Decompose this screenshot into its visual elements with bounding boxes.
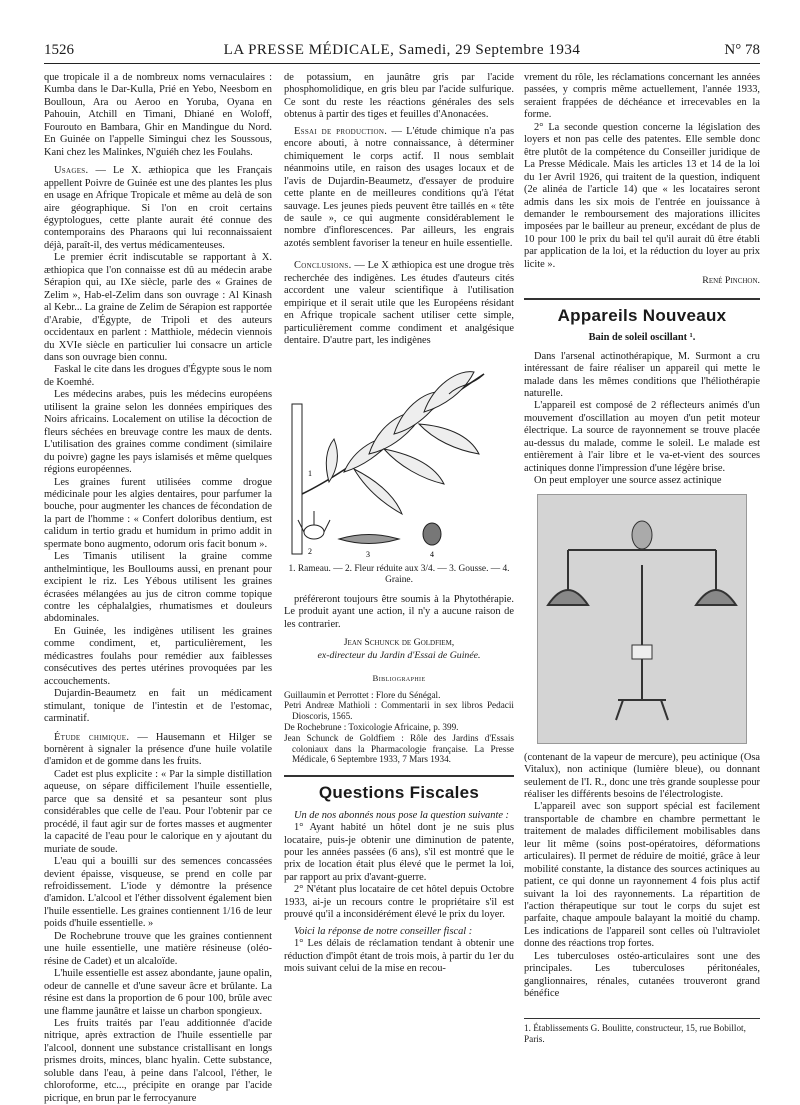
- paragraph: (contenant de la vapeur de mercure), peu actinique (Osa Vitalux), non actinique (lumière bleue), ou donnant seulement de l'I. R., donc une très grande souplesse pour réaliser les différents besoins de l'électrologiste.: [524, 751, 760, 800]
- issue-number: N° 78: [724, 42, 760, 58]
- paragraph: Dujardin-Beaumetz en fait un médicament stimulant, tonique de l'intestin et de l'estomac, carminatif.: [44, 688, 272, 725]
- column-right: [524, 72, 760, 1001]
- seed: [423, 523, 441, 545]
- section-title-fiscal: Questions Fiscales: [318, 783, 480, 803]
- column-middle: [284, 72, 514, 976]
- leaf: [419, 424, 479, 454]
- paragraph: vrement du rôle, les réclamations concernant les années passées, y compris même actuellement, l'année 1933, seraient frappées de déchéance et irrecevables en la forme.: [524, 72, 760, 121]
- fig-label-4: 4: [430, 549, 434, 559]
- question-2: 2° N'étant plus locataire de cet hôtel depuis Octobre 1933, ai-je un recours contre le propriétaire s'il est prouvé qu'il a inconsidérément élevé le prix du loyer.: [284, 884, 514, 921]
- bibliography-entry: Petri Andreæ Mathioli : Commentarii in sex libros Pedacii Dioscoris, 1565.: [284, 700, 514, 722]
- paragraph: 2° La seconde question concerne la législation des loyers et non pas celle des patentes. Elle semble donc être plutôt de la compétence du Conseiller juridique de La Presse Médicale. Mais les articles 13 et 14 de la loi du 1er Avril 1926, qui traitent de la question, indiquent (2e alinéa de l'article 14) que « les locataires seront admis dans les six mois de l'entrée en jouissance à demander le remboursement des majorations illicites imposées par le bailleur au preneur, excédant de plus de 10 pour 100 le prix du bail tel qu'il aurait dû être établi par application de la loi, et la réduction du loyer au prix licite ».: [524, 121, 760, 270]
- paragraph: L'appareil avec son support spécial est facilement transportable de chambre en chambre permettant le traitement de malades difficilement mobilisables dans leur lit même (soins post-opératoires, déformations articulaires). Il permet de réduire de moitié, grâce à leur mobilité constante, la distance des sources actiniques au patient, ce qui donne un rayonnement 4 fois plus actif suivant la loi des rayonnements. La répartition de l'action thérapeutique sur tout le corps du sujet est parfaite, chaque ampoule balayant la moitié du champ. Les indications de l'appareil sont celles où l'ultraviolet donne des réactions trop fortes.: [524, 801, 760, 950]
- paragraph: Cadet est plus explicite : « Par la simple distillation aqueuse, on sépare difficilement l'huile essentielle, parce que sa densité et sa pesanteur sont plus considérables que celle de l'eau. Pour l'obtenir par ce procédé, il faut agir sur de fortes masses et augmenter la capacité de l'eau pour le calorique en y ajoutant du muriate de soude.: [44, 768, 272, 855]
- paragraph: Les Timanis utilisent la graine comme anthelmintique, les Boulloums aussi, en prenant pour excipient le riz. Les Yébous utilisent les graines écrasées mélangées au jus de citron comme topique contre les céphalalgies, rhumatismes et douleurs abdominales.: [44, 551, 272, 625]
- paragraph: de potassium, en jaunâtre gris par l'acide phosphomolidique, en gris bleu par l'acide sulfurique. Ce sont du reste les réactions générales des sels obtenus à partir des tiges et feuilles d'Anonacées.: [284, 72, 514, 121]
- bibliography-entry: Jean Schunck de Goldfiem : Rôle des Jardins d'Essais coloniaux dans la Pharmacologie française. La Presse Médicale, 6 Septembre 1933, 7 Mars 1934.: [284, 732, 514, 765]
- running-header: [44, 42, 760, 64]
- plant-figure: [284, 354, 514, 560]
- paragraph: Faskal le cite dans les drogues d'Égypte sous le nom de Koemhé.: [44, 364, 272, 388]
- paragraph: préféreront toujours être soumis à la Phytothérapie. Le produit ayant une action, il n'y a aucune raison de les contrarier.: [284, 593, 514, 630]
- paragraph-production: Essai de production. — L'étude chimique n'a pas encore abouti, à notre connaissance, à déterminer chimiquement le corps actif. Il nous semblait néanmoins utile, en raison des usages locaux et de l'avis de Dujardin-Beaumetz, d'essayer de produire cette plante en de meilleures conditions qu'à l'état sauvage. Les jeunes pieds peuvent être taillés en « tête de saule », ce qui augmente considérablement le nombre d'inflorescences. Par ailleurs, les engrais azotés semblent favoriser la teneur en huile essentielle.: [284, 125, 514, 249]
- paragraph: Les médecins arabes, puis les médecins européens utilisent la graine selon les données empiriques des Noirs africains. Localement on utilise la décoction de fleurs séchées en breuvage contre les maux de dents. L'utilisation des graines comme condiment (similaire du poivre) gagne les pays islamisés et même quelques régions européennes.: [44, 389, 272, 476]
- page-number: 1526: [44, 42, 74, 58]
- flower-reduced: [304, 525, 324, 539]
- bibliography-entry: De Rochebrune : Toxicologie Africaine, p. 399.: [284, 722, 459, 733]
- leaf: [354, 469, 402, 514]
- plant-illustration: [284, 354, 514, 560]
- journal-title: LA PRESSE MÉDICALE, Samedi, 29 Septembre 1934: [223, 42, 581, 58]
- sun-bath-apparatus-illustration: [538, 495, 746, 743]
- pod: [339, 534, 399, 543]
- paragraph: Les tuberculoses ostéo-articulaires sont une des principales. Les tuberculoses péritonéales, ganglionnaires, rénales, cutanées trouveront grand bénéfice: [524, 950, 760, 1000]
- fig-label-2: 2: [308, 546, 312, 556]
- paragraph: Dans l'arsenal actinothérapique, M. Surmont a cru intéressant de faire réaliser un appareil qui mette le malade dans les mêmes conditions que l'héliothérapie naturelle.: [524, 350, 760, 399]
- leaf: [424, 371, 474, 411]
- leaf: [384, 449, 444, 484]
- paragraph-conclusions: Conclusions. — Le X æthiopica est une drogue très recherchée des indigènes. Les études d'auteurs cités accordent une valeur scientifique à l'utilisation empirique et il serait utile que les Européens résidant en Afrique tropicale sachent utiliser cette simple, particulièrement comme condiment et analgésique dentaire. D'autre part, les indigènes: [284, 260, 514, 347]
- stem-stake: [292, 404, 302, 554]
- footnote: 1. Établissements G. Boulitte, constructeur, 15, rue Bobillot, Paris.: [524, 1018, 760, 1045]
- motor-box: [632, 645, 652, 659]
- question-1: 1° Ayant habité un hôtel dont je ne suis plus locataire, puis-je obtenir une diminution de patente, pour les années passées (6 ans), s'il est montré que le prix de location était plus élevé que le permet la loi, par rapport au prix d'avant-guerre.: [284, 822, 514, 883]
- paragraph: En Guinée, les indigènes utilisent les graines comme condiment, et, particulièrement, les médicastres foulahs pour remédier aux faiblesses consécutives des pertes utérines provoquées par les accouchements.: [44, 625, 272, 687]
- author-signature: Jean Schunck de Goldfiem,: [343, 637, 455, 649]
- bibliography-entry: Guillaumin et Perrottet : Flore du Sénégal.: [284, 689, 441, 700]
- answer-1: 1° Les délais de réclamation tendant à obtenir une réduction d'impôt étant de trois mois, à partir du 1er du mois suivant celui de la mise en recou-: [284, 938, 514, 975]
- apparatus-photo: [537, 494, 747, 744]
- author-signature: René Pinchon.: [702, 275, 760, 287]
- fig-label-1: 1: [308, 468, 312, 478]
- paragraph: On peut employer une source assez actinique: [534, 475, 722, 487]
- lamp-bulb: [632, 521, 652, 549]
- fig-label-3: 3: [366, 549, 370, 559]
- paragraph-chemistry: Étude chimique. — Hausemann et Hilger se bornèrent à signaler la présence d'une huile volatile d'amidon et de gomme dans les fruits.: [44, 731, 272, 768]
- section-title-apparatus: Appareils Nouveaux: [557, 305, 727, 325]
- section-divider: [284, 775, 514, 777]
- paragraph: Le premier écrit indiscutable se rapportant à X. æthiopica que l'on connaisse est dû au médecin arabe Sérapion qui, au IXe siècle, parle des « Graines de Zelim », Hab-el-Zelim dans son ouvrage : Al Kinash al Kebr... La graine de Zelim de Sérapion est rapportée d'Arabie, d'Égypte, de Tripoli et des auteurs occidentaux en parlent : Matthiole, médecin viennois du XVIe siècle en particulier lui consacre un article dans son ouvrage bien connu.: [44, 252, 272, 363]
- column-left: [44, 72, 272, 1105]
- paragraph: que tropicale il a de nombreux noms vernaculaires : Kumba dans le Dar-Kulla, Prié en Yebo, Neesbom en Boulloun, Ara ou Aeroo en Yoruba, Oyana en Pahouin, Atchill en Timani, Dhiané en Woloff, Fourouto en Bambara, Ghir en Mandingue du Nord. En Guinée on l'appelle Simingui chez les Soussous, Kani chez les Malinkes, N'guiéh chez les Foulahs.: [44, 72, 272, 158]
- author-role: ex-directeur du Jardin d'Essai de Guinée.: [317, 649, 481, 661]
- answer-intro: Voici la réponse de notre conseiller fiscal :: [294, 925, 473, 937]
- paragraph: De Rochebrune trouve que les graines contiennent une huile essentielle, une matière résineuse (oléo-résine de Cadet) et un alcaloïde.: [44, 930, 272, 967]
- paragraph: L'appareil est composé de 2 réflecteurs animés d'un mouvement d'oscillation au moyen d'un petit moteur électrique. La source de rayonnement se trouve placée au-dessus du malade, comme le soleil. Le malade est entièrement à l'air libre et le va-et-vient des sources actiniques donne l'impression d'une légère brise.: [524, 400, 760, 474]
- section-divider: [524, 298, 760, 300]
- article-subtitle: Bain de soleil oscillant ¹.: [588, 332, 696, 344]
- bibliography-title: Bibliographie: [372, 673, 426, 684]
- intro-text: Un de nos abonnés nous pose la question suivante :: [294, 809, 510, 821]
- paragraph: Les graines furent utilisées comme drogue médicinale pour les algies dentaires, pour parfumer la bouche, pour augmenter les chances de fécondation de la part de l'homme : « Confert doloribus dentium, est calidum in tertio gradu et humidum in primo addit in spermate bono augmento, odorum oris facit bonum ».: [44, 476, 272, 550]
- paragraph: L'eau qui a bouilli sur des semences concassées devient épaisse, visqueuse, se prend en colle par refroidissement. L'iode y démontre la présence d'amidon. L'alcool et l'éther dissolvent également bien l'huile essentielle. Les graines contiennent 1/16 de leur poids d'huile essentielle. »: [44, 856, 272, 930]
- figure-caption: 1. Rameau. — 2. Fleur réduite aux 3/4. — 3. Gousse. — 4. Graine.: [288, 563, 510, 585]
- paragraph: L'huile essentielle est assez abondante, jaune opalin, odeur de cannelle et d'une saveur âcre et brûlante. La résine est dans la proportion de 6 pour 100, brûle avec une flamme jaunâtre et laisse un charbon spongieux.: [44, 968, 272, 1017]
- paragraph: Les fruits traités par l'eau additionnée d'acide nitrique, après extraction de l'huile essentielle par l'alcool, donnent une substance cristallisant en longs prismes droits, minces, blanc hyalin. Cette substance, soluble dans l'eau, à peine dans l'alcool, l'éther, le chloroforme, etc..., précipite en orange par l'acide picrique, en brun par le ferrocyanure: [44, 1017, 272, 1104]
- paragraph-usages: Usages. — Le X. æthiopica que les Français appellent Poivre de Guinée est une des plantes les plus en usage en Afrique Tropicale et même au delà de son aire géographique. Si l'on en croit certains égyptologues, cette plante aurait été connue des contemporains des Pharaons qui lui reconnaissaient déjà, paraît-il, des vertus médicamenteuses.: [44, 165, 272, 251]
